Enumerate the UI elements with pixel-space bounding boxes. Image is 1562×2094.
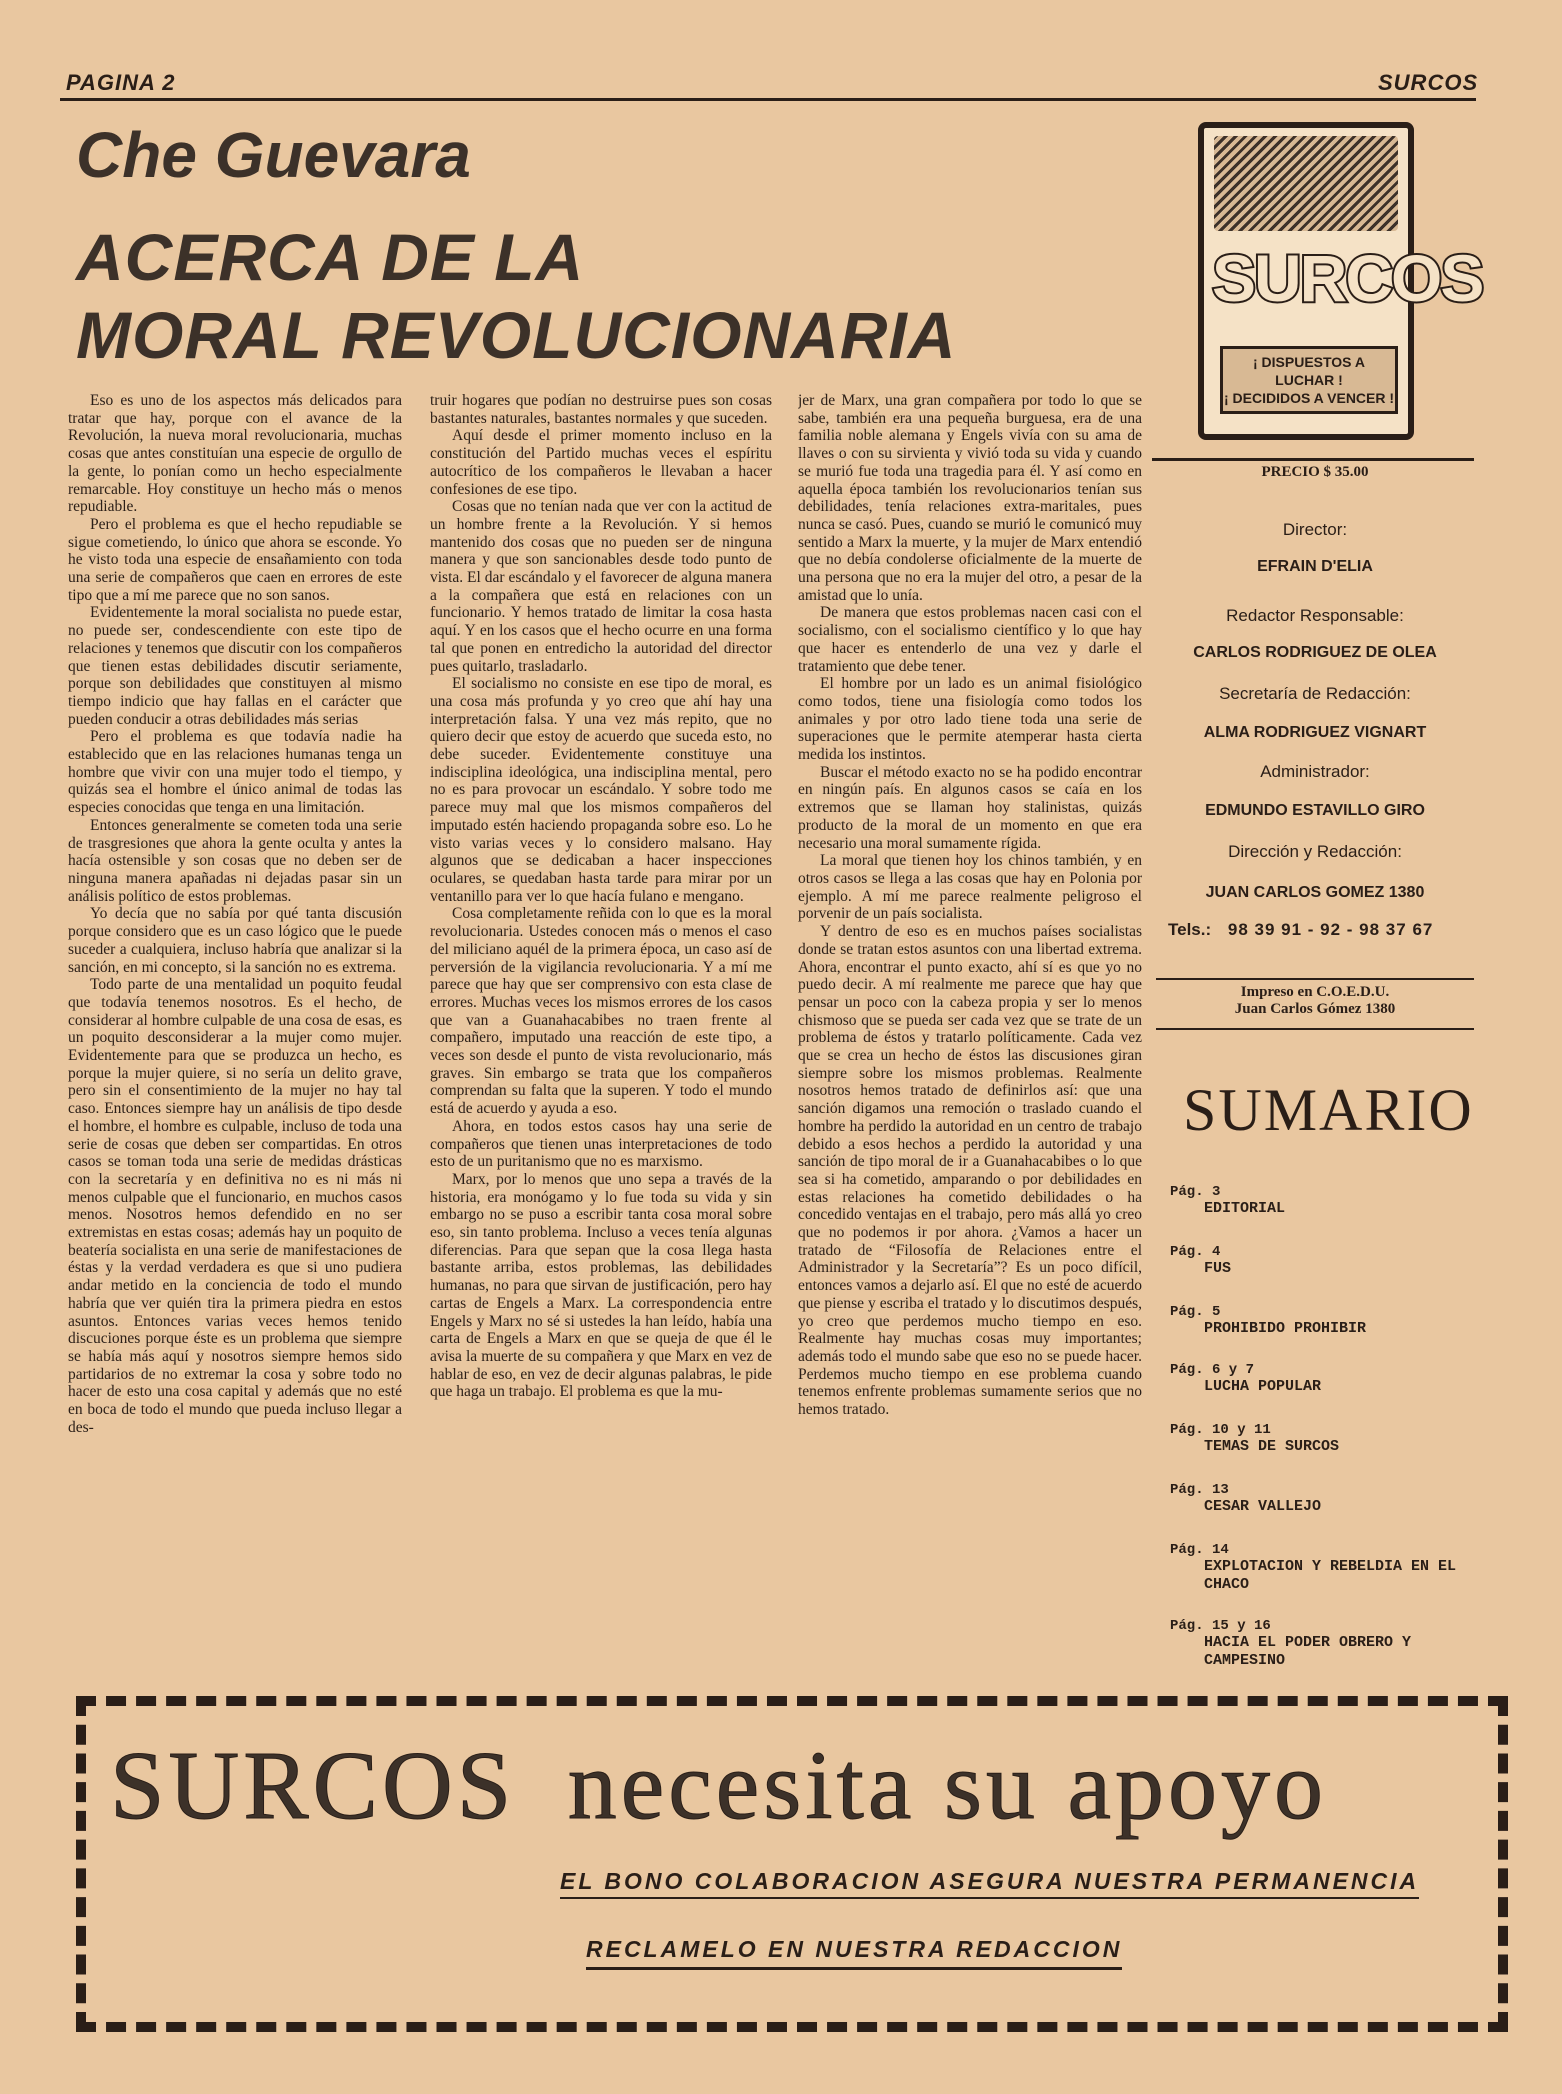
article-paragraph: jer de Marx, una gran compañera por todo lo que se sabe, también era una pequeña burguesa, era de una familia noble alemana y Engels vivía con su ama de llaves o con su sirvienta y vivió toda su vida y cuando se murió fue toda una tragedia para él. Y así como en aquella época también los revolucionarios tenían sus debilidades, tenía relaciones extra-maritales, pues nunca se casó. Pues, cuando se murió le comunicó muy sentido a Marx la muerte, y la mujer de Marx entendió que no debía condolerse oficialmente de la muerte de una persona que no era la mujer del otro, a pesar de la amistad que lo unía.: [798, 392, 1142, 604]
printer-rule: [1156, 978, 1474, 980]
article-paragraph: Entonces generalmente se cometen toda una serie de trasgresiones que ahora la gente oculta y antes la hacía ostensible y son cosas que no deben ser de ninguna manera apañadas ni dejadas pasar sin un análisis político de estos problemas.: [68, 816, 402, 905]
sumario-entry: EDITORIAL: [1204, 1200, 1286, 1217]
page-number: PAGINA 2: [66, 70, 176, 95]
staff-role: Secretaría de Redacción:: [1219, 684, 1411, 703]
staff-name: JUAN CARLOS GOMEZ 1380: [1205, 884, 1425, 901]
sumario-item: [1170, 1304, 1500, 1338]
printer-rule-bottom: [1156, 1028, 1474, 1030]
article-paragraph: Pero el problema es que todavía nadie ha establecido que en las relaciones humanas tenga un hombre que vivir con una mujer todo el tiempo, y quizás sea el hombre el único animal de todas las especies conocidas que tenga en una limitación.: [68, 728, 402, 817]
article-paragraph: La moral que tienen hoy los chinos también, y en otros casos se llega a las cosas que hay en Polonia por ejemplo. A mí me parece realmente peligroso el porvenir de un país socialista.: [798, 852, 1142, 923]
staff-role: Dirección y Redacción:: [1228, 842, 1402, 861]
staff-name: EDMUNDO ESTAVILLO GIRO: [1205, 802, 1425, 819]
printer-line-1: Impreso en C.O.E.D.U.: [1240, 984, 1390, 1000]
sumario-page: Pág. 3: [1170, 1184, 1221, 1200]
staff-director: [1150, 520, 1480, 576]
sumario-page: Pág. 5: [1170, 1304, 1221, 1320]
article-column-2: [430, 392, 772, 1674]
price: PRECIO $ 35.00: [1261, 464, 1369, 480]
phones-line: [1168, 920, 1488, 940]
sumario-page: Pág. 13: [1170, 1482, 1229, 1498]
article-paragraph: Cosas que no tenían nada que ver con la actitud de un hombre frente a la Revolución. Y si hemos mantenido dos cosas que no pueden ser de ninguna manera y que son sancionables desde todo punto de vista. El dar escándalo y el favorecer de alguna manera a la compañera que está en relaciones con un funcionario. Y hemos tratado de limitar la cosa hasta aquí. Y en los casos que el hecho ocurre en una forma tal que ponen en entredicho la autoridad del director pues quitarlo, trasladarlo.: [430, 498, 772, 675]
printer-line-2: Juan Carlos Gómez 1380: [1234, 1001, 1396, 1017]
banner-headline-1: SURCOS: [110, 1732, 516, 1840]
sumario-page: Pág. 4: [1170, 1244, 1221, 1260]
sumario-item: [1170, 1184, 1500, 1218]
logo-faces-illustration: [1214, 136, 1398, 231]
article-column-1: [68, 392, 402, 1674]
staff-name: ALMA RODRIGUEZ VIGNART: [1203, 724, 1427, 741]
staff-name: EFRAIN D'ELIA: [1257, 558, 1373, 575]
sumario-item: [1170, 1482, 1500, 1516]
staff-secretary: [1150, 684, 1480, 742]
logo-tagline-2: ¡ DECIDIDOS A VENCER !: [1223, 390, 1395, 406]
printer-info: [1150, 984, 1480, 1018]
staff-name: CARLOS RODRIGUEZ DE OLEA: [1193, 644, 1437, 661]
staff-address: [1150, 842, 1480, 902]
sumario-entry: CESAR VALLEJO: [1204, 1498, 1322, 1515]
article-column-3: [798, 392, 1142, 1674]
staff-role: Director:: [1282, 520, 1348, 539]
surcos-logo: [1198, 122, 1483, 440]
banner-line-2: RECLAMELO EN NUESTRA REDACCION: [586, 1936, 1122, 1970]
sumario-item: [1170, 1618, 1500, 1670]
header-rule: [60, 98, 1476, 101]
phones-numbers: 98 39 91 - 92 - 98 37 67: [1227, 920, 1434, 939]
sumario-entry: LUCHA POPULAR: [1204, 1378, 1322, 1395]
sumario-page: Pág. 10 y 11: [1170, 1422, 1271, 1438]
sumario-entry: HACIA EL PODER OBRERO Y CAMPESINO: [1204, 1634, 1412, 1669]
staff-administrator: [1150, 762, 1480, 820]
article-paragraph: Evidentemente la moral socialista no puede estar, no puede ser, condescendiente con este tipo de relaciones y tenemos que discutir con los compañeros que tienen estas debilidades discutir seriamente, porque son debilidades que constituyen al mismo tiempo indicio que hay fallas en el carácter que pueden conducir a otras debilidades más serias: [68, 604, 402, 728]
article-paragraph: Pero el problema es que el hecho repudiable se sigue cometiendo, lo único que ahora se esconde. Yo he visto toda una especie de ensañamiento con toda una serie de compañeros que caen en errores de este tipo que a mí me parece que no son sanos.: [68, 515, 402, 604]
sumario-item: [1170, 1244, 1500, 1278]
article-paragraph: Buscar el método exacto no se ha podido encontrar en ningún país. En algunos casos se caía en los extremos que se llaman hoy stalinistas, quizás producto de la moral de un momento en que era necesario una moral sumamente rígida.: [798, 763, 1142, 852]
logo-wordmark: SURCOS: [1212, 241, 1483, 315]
logo-tagline-1: ¡ DISPUESTOS A LUCHAR !: [1252, 354, 1366, 388]
article-paragraph: Cosa completamente reñida con lo que es la moral revolucionaria. Ustedes conocen más o menos el caso del miliciano aquél de la primera época, un caso así de perversión de la vigilancia revolucionaria. Y a mí me parece que hay que ser comprensivo con esta clase de errores. Muchas veces los mismos errores de los casos que van a Guanahacabibes no traen frente al compañero, imputado una reacción de este tipo, a veces son desde el punto de vista revolucionario, más graves. Sin embargo se trata que los compañeros comprendan su falta que la superen. Y todo el mundo está de acuerdo y ayuda a eso.: [430, 905, 772, 1118]
article-paragraph: De manera que estos problemas nacen casi con el socialismo, con el socialismo científico y lo que hay que hacer es entenderlo de una vez y darle el tratamiento que debe tener.: [798, 604, 1142, 675]
article-paragraph: Eso es uno de los aspectos más delicados para tratar que hay, porque con el avance de la Revolución, la nueva moral revolucionaria, muchas cosas que antes constituían una especie de orgullo de la gente, lo ponían como un hecho especialmente remarcable. Hoy constituye un hecho más o menos repudiable.: [68, 392, 402, 516]
sumario-entry: TEMAS DE SURCOS: [1204, 1438, 1340, 1455]
article-paragraph: Todo parte de una mentalidad un poquito feudal que todavía tenemos nosotros. Es el hecho, de considerar al hombre culpable de una cosa de esas, es un poquito desconsiderar a la mujer como mujer. Evidentemente para que se produzca un hecho, es porque la mujer quiere, si no sería un delito grave, pero sin el consentimiento de la mujer no hay tal caso. Entonces siempre hay un análisis de tipo desde el hombre, el hombre es culpable, incluso de toda una serie de cosas que deben ser compartidas. En otros casos se toman toda una serie de medidas drásticas con la secretaría y en definitiva no es ni más ni menos culpable que el funcionario, en muchos casos menos. Nosotros hemos defendido en no ser extremistas en estas cosas; además hay un poquito de beatería socialista en una serie de manifestaciones de éstas y la verdad verdadera es que si uno pudiera andar metido en la conciencia de todo el mundo habría que ver quién tira la primera piedra en estos asuntos. Entonces varias veces hemos tenido discuciones porque éste es un problema que siempre se había más aquí y nosotros siempre hemos sido partidarios de no extremar la cosa y sobre todo no hacer de esto una cosa capital y además que no esté en boca de todo el mundo que pueda incluso llegar a des-: [68, 976, 402, 1436]
sumario-entry: PROHIBIDO PROHIBIR: [1204, 1320, 1367, 1337]
sumario-item: [1170, 1542, 1500, 1594]
banner-line-1: EL BONO COLABORACION ASEGURA NUESTRA PERMANENCIA: [560, 1868, 1419, 1899]
phones-label: Tels.:: [1168, 920, 1212, 939]
article-paragraph: Ahora, en todos estos casos hay una serie de compañeros que tienen unas interpretaciones de todo esto de un puritanismo que no es marxismo.: [430, 1117, 772, 1171]
sumario-item: [1170, 1362, 1500, 1396]
sumario-entry: EXPLOTACION Y REBELDIA EN EL CHACO: [1204, 1558, 1457, 1593]
article-paragraph: truir hogares que podían no destruirse pues son cosas bastantes naturales, bastantes normales y que suceden.: [430, 392, 772, 427]
sumario-page: Pág. 14: [1170, 1542, 1229, 1558]
article-paragraph: El socialismo no consiste en ese tipo de moral, es una cosa más profunda y yo creo que ahí hay una interpretación falsa. Y una vez más repito, que no quiero decir que estoy de acuerdo que suceda esto, no debe suceder. Evidentemente constituye una indisciplina ideológica, una indisciplina mental, pero no es para provocar un escándalo. Y sobre todo me parece muy mal que los mismos compañeros del imputado estén haciendo propaganda sobre eso. Lo he visto varias veces y lo considero malsano. Hay algunos que se dedicaban a hacer inspecciones oculares, se quedaban hasta tarde para mirar por un ventanillo para ver lo que hacía fulano e mengano.: [430, 675, 772, 905]
staff-editor: [1150, 606, 1480, 662]
banner-headline-2: necesita su apoyo: [567, 1732, 1327, 1840]
article-title-line1: ACERCA DE LA: [76, 220, 585, 294]
article-title-line2: MORAL REVOLUCIONARIA: [76, 298, 957, 372]
article-paragraph: Y dentro de eso es en muchos países socialistas donde se tratan estos asuntos con una libertad extrema. Ahora, encontrar el punto exacto, ahí sí es que yo no puedo decir. A mí realmente me parece que hay que pensar un poco con la cabeza propia y ser lo menos chismoso que se pueda ser cada vez que se trate de un problema de éstos y tratarlo políticamente. Cada vez que se crea un hecho de éstos las discusiones giran siempre sobre los mismos problemas. Realmente nosotros hemos tratado de definirlos así: que una sanción digamos una remoción o traslado cuando el hombre ha perdido la autoridad en un centro de trabajo debido a esos hechos a perdido la autoridad y una sanción de tipo moral de ir a Guanahacabibes o lo que sea si ha cometido, amparando o por debilidades en estas relaciones ha cometido debilidades o ha concedido ventajas en el trabajo, pero más allá yo creo que no podemos ir por ahora. ¿Vamos a hacer un tratado de “Filosofía de Relaciones entre el Administrador y la Secretaría”? Es un poco difícil, entonces vamos a dejarlo así. El que no esté de acuerdo que piense y escriba el tratado y lo discutimos después, yo creo que perdemos mucho tiempo en eso. Realmente hay muchas cosas muy importantes; además todo el mundo sabe que eso no se puede hacer. Perdemos mucho tiempo en ese problema cuando tenemos enfrente problemas sumamente serios que no hemos tratado.: [798, 923, 1142, 1419]
sumario-item: [1170, 1422, 1500, 1456]
article-author: Che Guevara: [76, 119, 471, 191]
article-paragraph: Marx, por lo menos que uno sepa a través de la historia, era monógamo y lo fue toda su vida y sin embargo no se puso a escribir tanta cosa moral sobre eso, sin tanto problema. Incluso a veces tenía algunas diferencias. Para que sepan que la cosa llega hasta bastante arriba, estos problemas, las debilidades humanas, no para que sirvan de justificación, pero hay cartas de Engels a Marx. La correspondencia entre Engels y Marx no sé si ustedes la han leído, había una carta de Engels a Marx en que se queja de que él le avisa la muerte de su compañera y que Marx en vez de hablar de eso, en vez de decir algunas palabras, le pide que haga un trabajo. El problema es que la mu-: [430, 1170, 772, 1401]
article-paragraph: El hombre por un lado es un animal fisiológico como todos, tiene una fisiología como todos los animales y por otro lado tiene toda una serie de superaciones que le permite atemperar hasta cierta medida los instintos.: [798, 675, 1142, 764]
article-paragraph: Yo decía que no sabía por qué tanta discusión porque considero que es un caso lógico que le puede suceder a cualquiera, incluso habría que analizar si la sanción, en mi concepto, si la sanción no es extrema.: [68, 905, 402, 976]
banner-headline: [110, 1730, 1327, 1842]
article-paragraph: Aquí desde el primer momento incluso en la constitución del Partido muchas veces el espíritu autocrítico de los compañeros le llevaban a hacer confesiones de ese tipo.: [430, 427, 772, 498]
price-rule: [1152, 458, 1474, 461]
staff-role: Administrador:: [1260, 762, 1370, 781]
sumario-page: Pág. 15 y 16: [1170, 1618, 1271, 1634]
logo-tagline: [1220, 346, 1398, 414]
sumario-title: SUMARIO: [1183, 1077, 1474, 1143]
staff-role: Redactor Responsable:: [1226, 606, 1404, 625]
sumario-entry: FUS: [1204, 1260, 1232, 1277]
sumario-page: Pág. 6 y 7: [1170, 1362, 1255, 1378]
masthead-name: SURCOS: [1378, 70, 1479, 95]
